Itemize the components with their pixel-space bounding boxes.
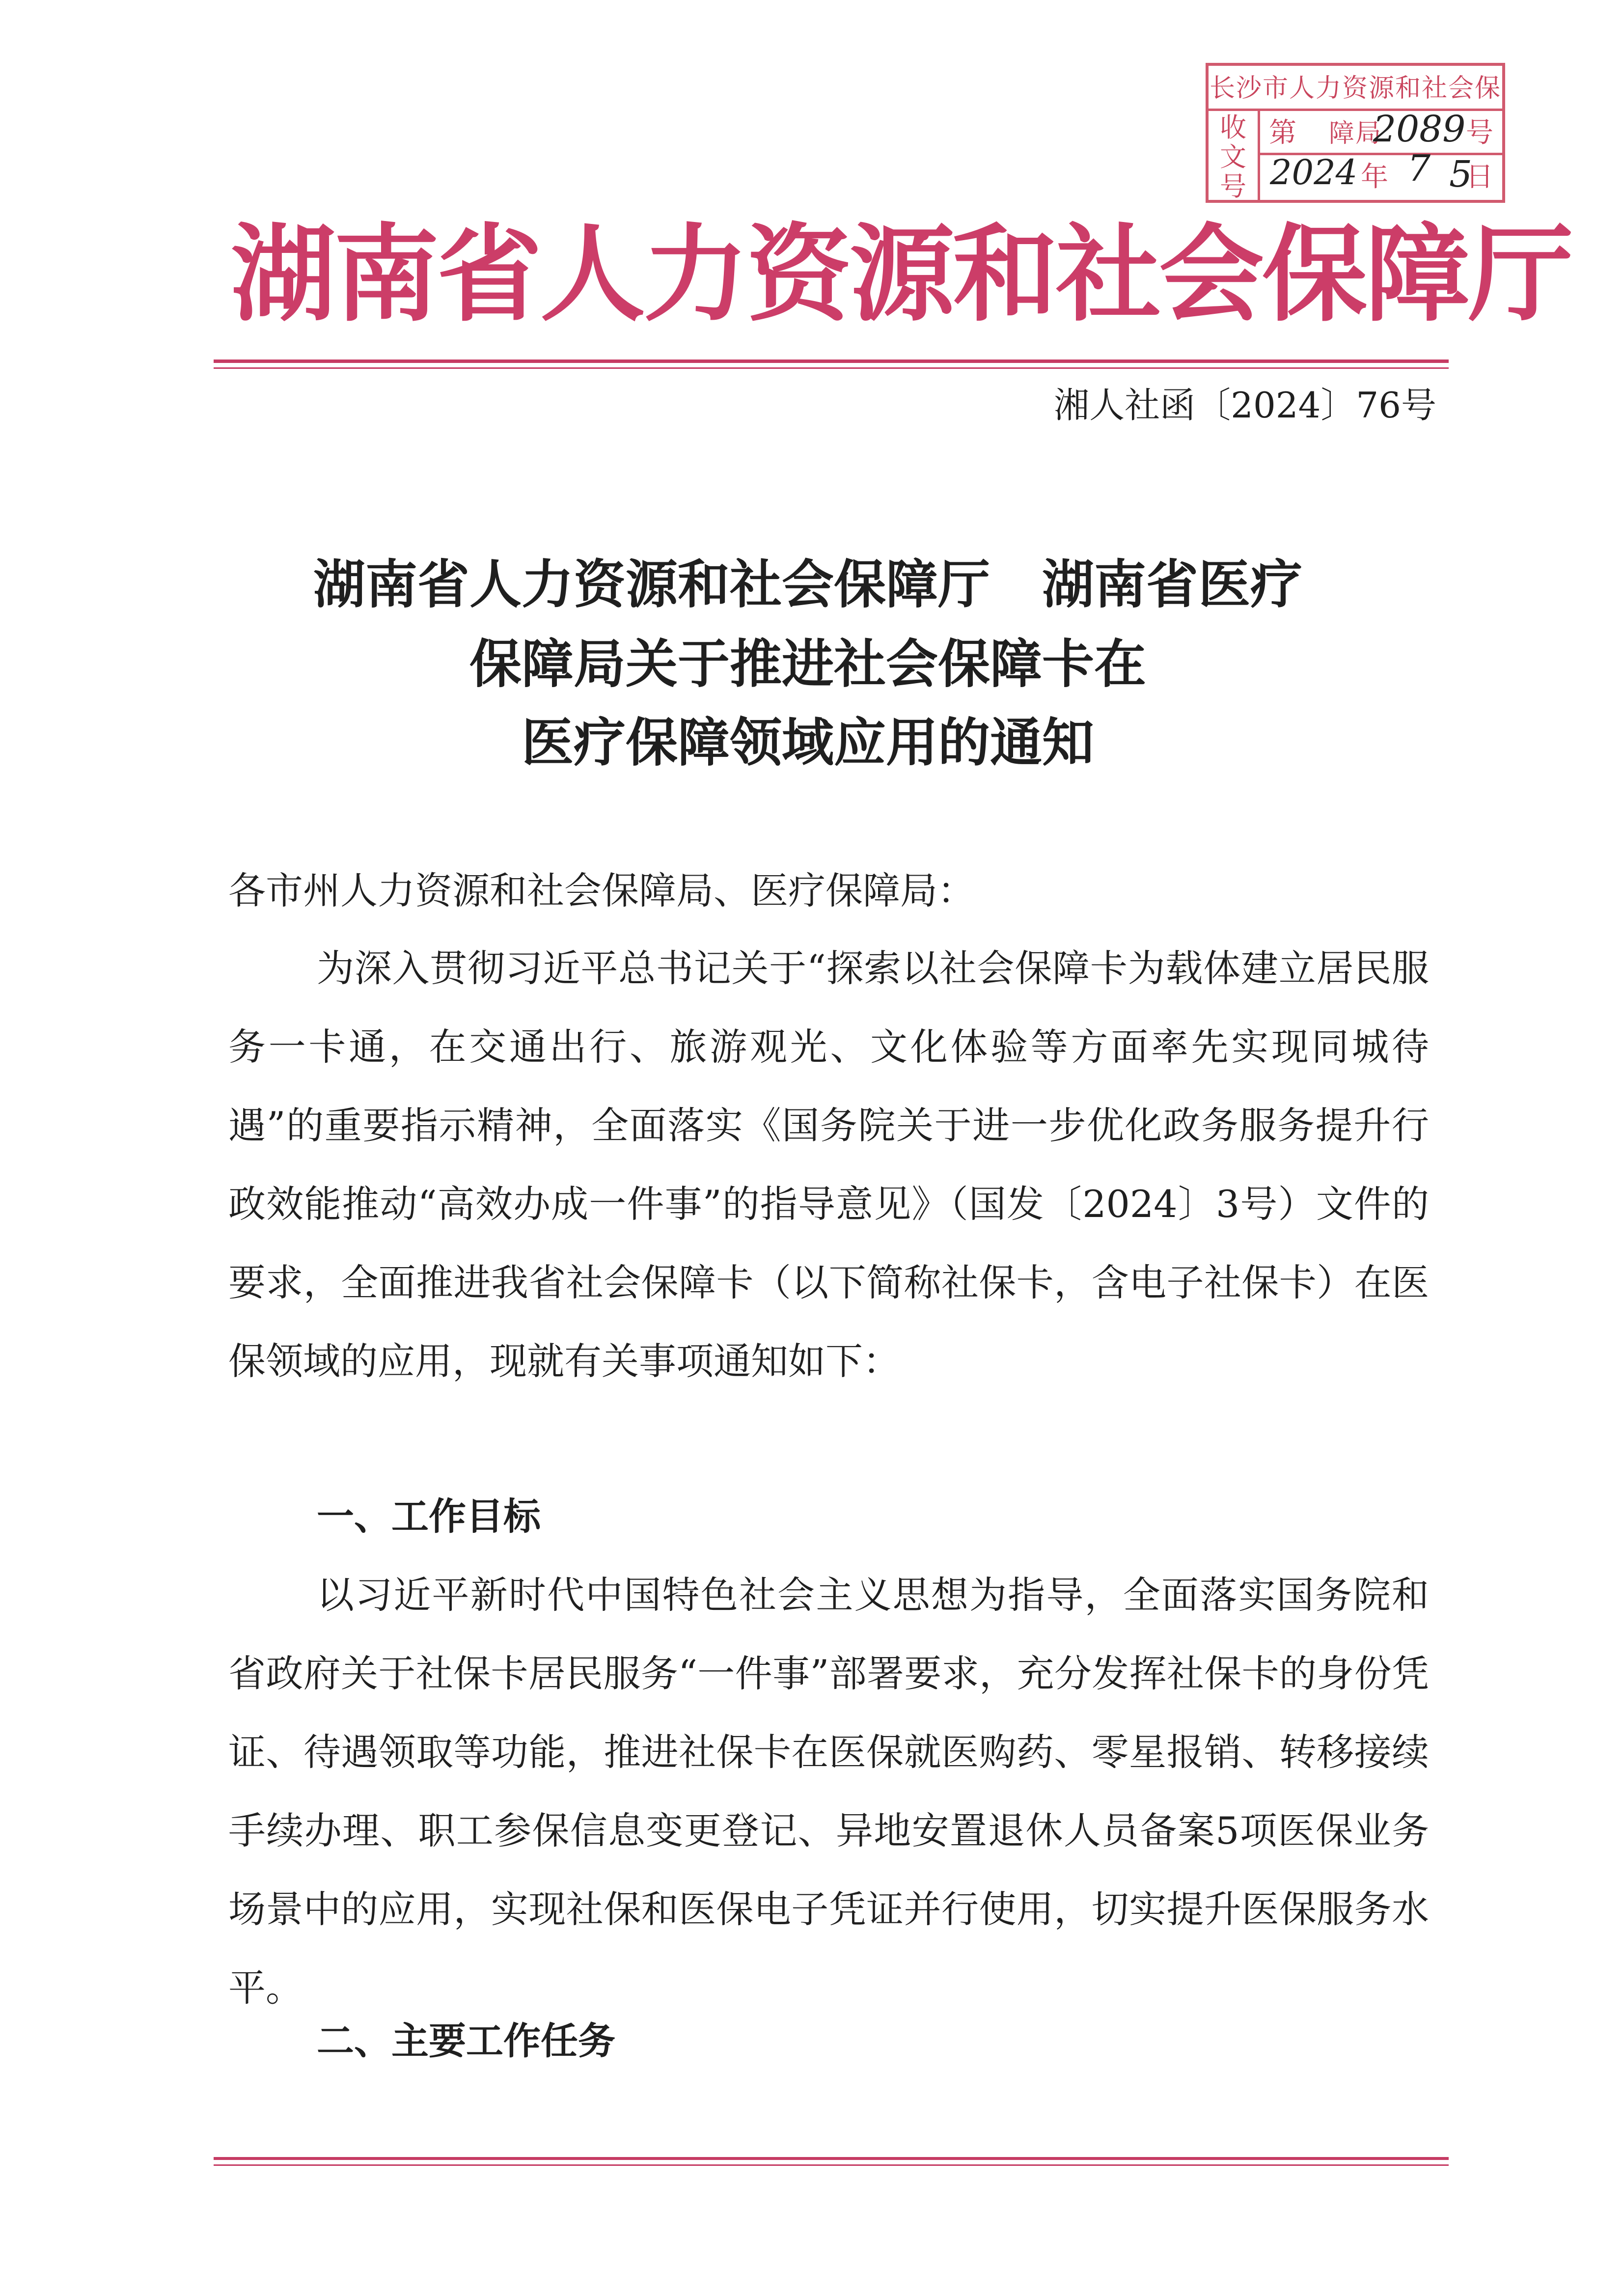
- stamp-side-label: [1209, 111, 1260, 200]
- section-1-paragraph: 以习近平新时代中国特色社会主义思想为指导，全面落实国务院和省政府关于社保卡居民服务“一件事”部署要求，充分发挥社保卡的身份凭证、待遇领取等功能，推进社保卡在医保就医购药、零星报销、转移接续手续办理、职工参保信息变更登记、异地安置退休人员备案5项医保业务场景中的应用，实现社保和医保电子凭证并行使用，切实提升医保服务水平。: [228, 1573, 1429, 2010]
- salutation: 各市州人力资源和社会保障局、医疗保障局：: [228, 869, 975, 913]
- stamp-no-suffix: 号: [1466, 117, 1493, 149]
- stamp-year-label: 年: [1361, 161, 1388, 193]
- header-red-line-thin: [214, 367, 1449, 369]
- footer-red-line-thick: [214, 2157, 1449, 2160]
- stamp-org-name: 长沙市人力资源和社会保障局: [1209, 66, 1502, 111]
- stamp-year-handwritten: 2024: [1270, 152, 1358, 193]
- stamp-number-row: [1260, 108, 1502, 155]
- stamp-day-handwritten: 5: [1449, 153, 1473, 195]
- section-2-heading: 二、主要工作任务: [317, 2019, 615, 2063]
- document-number: 湘人社函〔2024〕76号: [1054, 385, 1436, 426]
- stamp-no-handwritten: 2089: [1373, 108, 1466, 150]
- received-stamp: [1206, 63, 1505, 203]
- stamp-day-label: 日: [1466, 161, 1493, 193]
- stamp-date-row: [1260, 147, 1502, 200]
- section-1-heading: 一、工作目标: [317, 1494, 541, 1538]
- stamp-side-text: 收文号: [1220, 112, 1246, 202]
- document-title-line-1: 湖南省人力资源和社会保障厅 湖南省医疗: [313, 553, 1302, 615]
- header-red-line-thick: [214, 360, 1449, 363]
- footer-red-line-thin: [214, 2164, 1449, 2166]
- agency-header: 湖南省人力资源和社会保障厅: [231, 214, 1571, 336]
- stamp-no-label: 第: [1269, 117, 1296, 149]
- document-title-line-2: 保障局关于推进社会保障卡在: [469, 633, 1146, 694]
- stamp-month-handwritten: 7: [1407, 147, 1431, 190]
- document-title-line-3: 医疗保障领域应用的通知: [522, 712, 1094, 773]
- intro-paragraph: 为深入贯彻习近平总书记关于“探索以社会保障卡为载体建立居民服务一卡通，在交通出行、旅游观光、文化体验等方面率先实现同城待遇”的重要指示精神，全面落实《国务院关于进一步优化政务服务提升行政效能推动“高效办成一件事”的指导意见》（国发〔2024〕3号）文件的要求，全面推进我省社会保障卡（以下简称社保卡，含电子社保卡）在医保领域的应用，现就有关事项通知如下：: [228, 946, 1429, 1383]
